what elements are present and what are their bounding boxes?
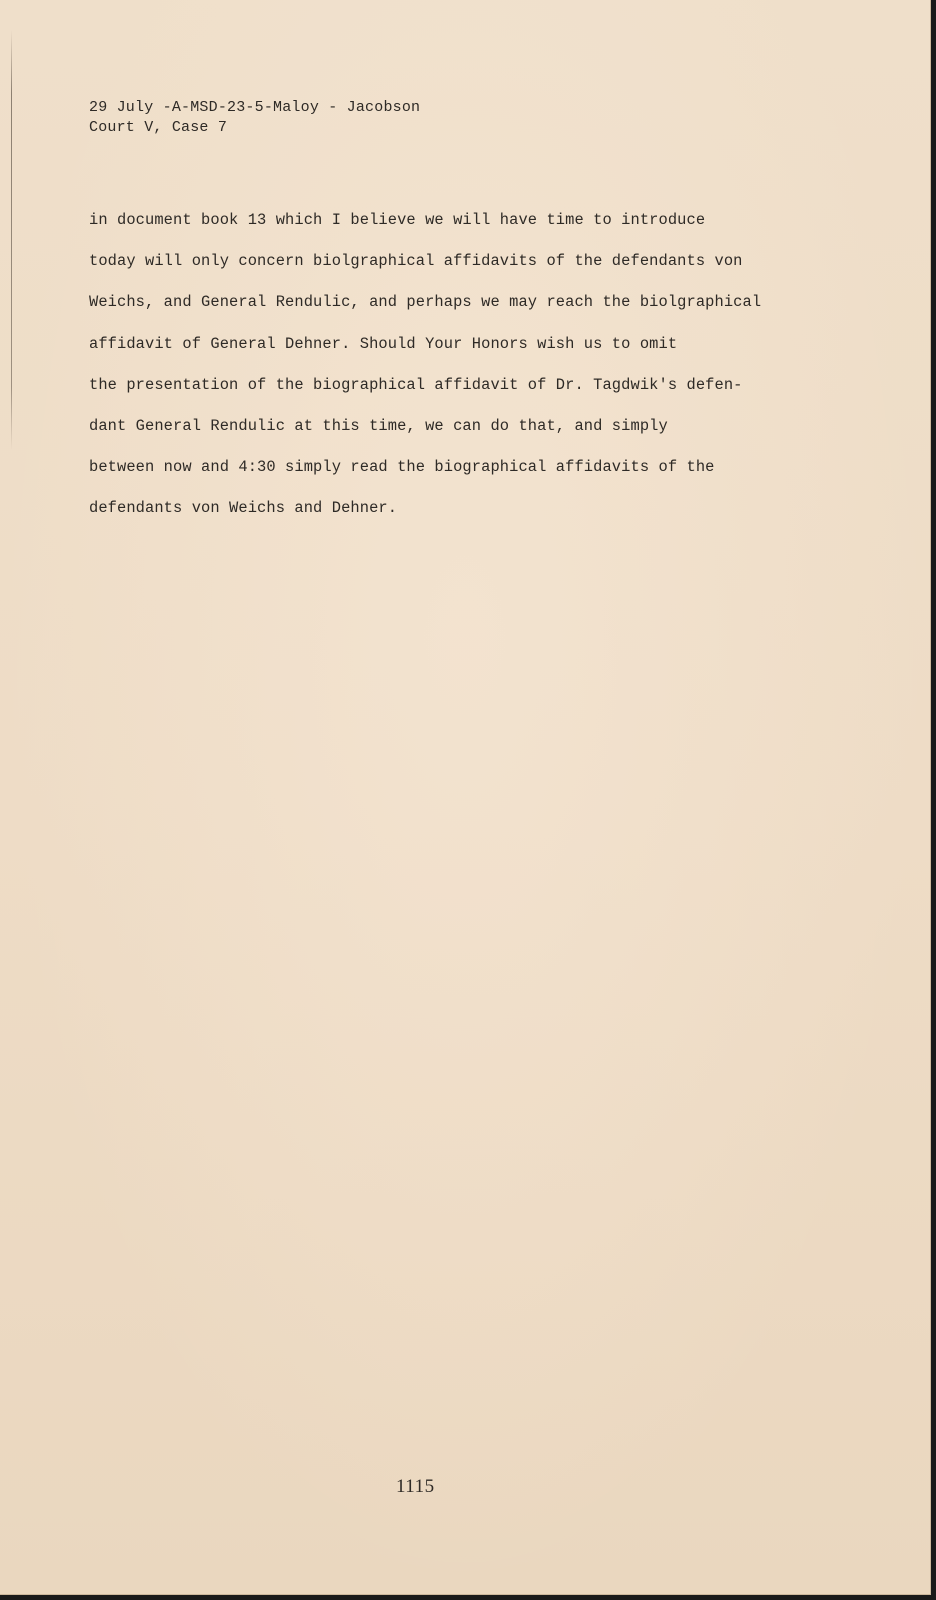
header-session-line: 29 July -A-MSD-23-5-Maloy - Jacobson <box>89 99 421 116</box>
page-number: 1115 <box>396 1476 435 1497</box>
document-header <box>89 98 420 138</box>
transcript-line: defendants von Weichs and Dehner. <box>89 499 398 518</box>
transcript-line: affidavit of General Dehner. Should Your Honors wish us to omit <box>89 334 678 353</box>
transcript-line: today will only concern biolgraphical affidavits of the defendants von <box>89 252 743 271</box>
transcript-line: Weichs, and General Rendulic, and perhaps we may reach the biolgraphical <box>89 293 762 312</box>
transcript-line: the presentation of the biographical affidavit of Dr. Tagdwik's defen- <box>89 375 743 394</box>
header-court-line: Court V, Case 7 <box>89 119 228 136</box>
transcript-line: in document book 13 which I believe we will have time to introduce <box>89 211 706 229</box>
transcript-line: between now and 4:30 simply read the biographical affidavits of the <box>89 458 715 477</box>
transcript-body <box>89 200 829 530</box>
binding-edge-line <box>11 30 12 450</box>
transcript-line: dant General Rendulic at this time, we can do that, and simply <box>89 417 668 436</box>
